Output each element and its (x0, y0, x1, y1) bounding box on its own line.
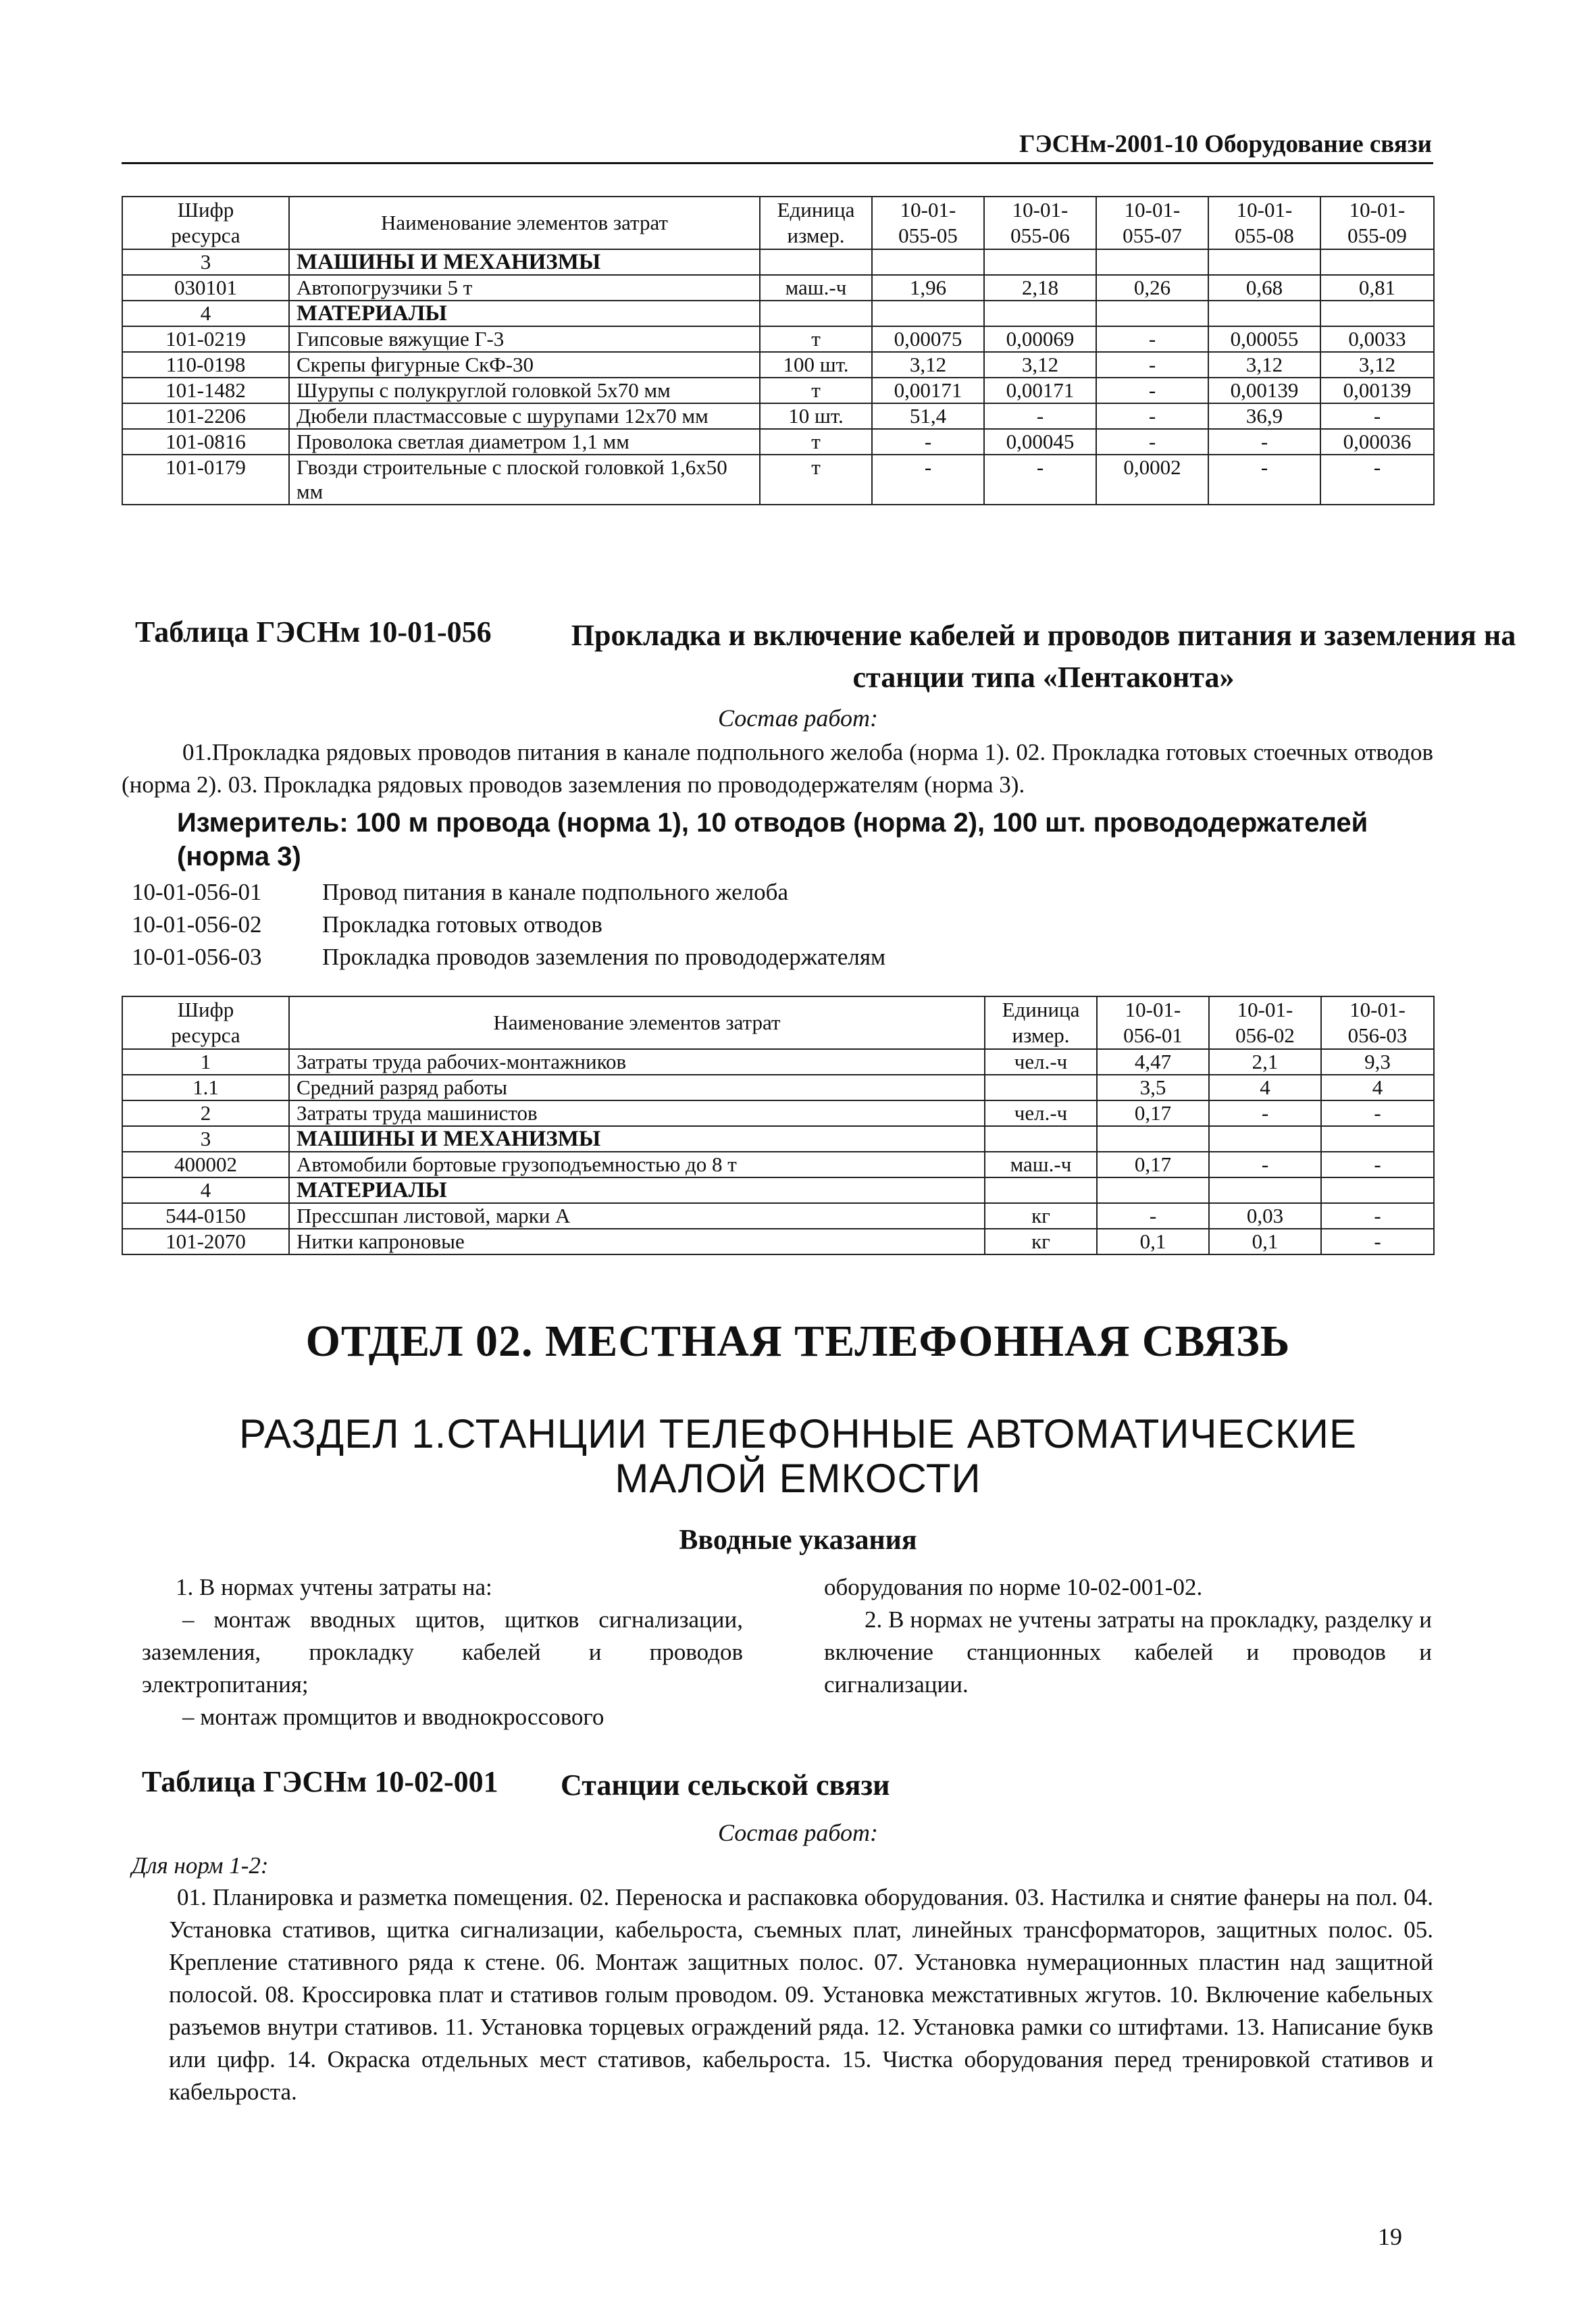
unit-cell: маш.-ч (985, 1152, 1097, 1177)
value-cell: 0,00075 (872, 326, 984, 352)
value-cell: 51,4 (872, 403, 984, 429)
header-cell (1096, 197, 1208, 249)
value-cell: - (872, 429, 984, 455)
header-cell (122, 197, 289, 249)
table-056-title (135, 615, 1553, 703)
header-text: 056-02 (1235, 1023, 1295, 1047)
intro-right-column (824, 1571, 1432, 1701)
value-cell (984, 249, 1096, 275)
name-cell: Автомобили бортовые грузоподъемностью до 8 т (289, 1152, 985, 1177)
table-row (122, 403, 1434, 429)
table-row (122, 1075, 1434, 1100)
value-cell: 0,03 (1209, 1203, 1321, 1229)
code-cell: 3 (122, 1126, 289, 1152)
value-cell (1096, 301, 1208, 326)
unit-cell (760, 301, 872, 326)
header-text: ресурса (171, 1023, 240, 1047)
value-cell: 4 (1209, 1075, 1321, 1100)
norm-text: Провод питания в канале подпольного желоба (322, 879, 789, 905)
header-text: Наименование элементов затрат (381, 211, 668, 234)
value-cell: - (872, 455, 984, 505)
code-cell: 4 (122, 301, 289, 326)
norm-text: Прокладка готовых отводов (322, 911, 602, 938)
header-text: 055-05 (898, 224, 958, 247)
value-cell: 0,00036 (1320, 429, 1434, 455)
unit-cell: 100 шт. (760, 352, 872, 378)
header-text: 055-09 (1347, 224, 1407, 247)
intro-left-p1: 1. В нормах учтены затраты на: (176, 1574, 492, 1600)
value-cell: 0,00069 (984, 326, 1096, 352)
header-text: 055-06 (1010, 224, 1070, 247)
name-cell: Гипсовые вяжущие Г-3 (289, 326, 760, 352)
table-row (122, 455, 1434, 505)
code-cell: 2 (122, 1100, 289, 1126)
header-text: Единица (777, 198, 855, 222)
code-cell: 101-0179 (122, 455, 289, 505)
name-cell: Средний разряд работы (289, 1075, 985, 1100)
value-cell: 9,3 (1321, 1049, 1434, 1075)
header-cell (1208, 197, 1320, 249)
table-row (122, 1100, 1434, 1126)
resource-table-056 (122, 996, 1435, 1255)
table-header-row (122, 197, 1434, 249)
section-row (122, 301, 1434, 326)
value-cell: 2,18 (984, 275, 1096, 301)
header-cell (1097, 996, 1209, 1049)
value-cell: 0,00139 (1208, 378, 1320, 403)
value-cell: - (1321, 1229, 1434, 1254)
value-cell: - (1209, 1152, 1321, 1177)
header-text: измер. (787, 224, 845, 247)
value-cell (1320, 249, 1434, 275)
value-cell (1208, 301, 1320, 326)
intro-right-p2: 2. В нормах не учтены затраты на прокладку, разделку и включение станционных кабелей и проводов и сигнализации. (824, 1606, 1432, 1698)
value-cell: 3,12 (1320, 352, 1434, 378)
code-cell: 030101 (122, 275, 289, 301)
code-cell: 1.1 (122, 1075, 289, 1100)
value-cell (1209, 1177, 1321, 1203)
header-text: ресурса (171, 224, 240, 247)
header-text: 055-07 (1123, 224, 1182, 247)
value-cell: 0,00171 (872, 378, 984, 403)
table-row (122, 378, 1434, 403)
norm-item (132, 876, 885, 909)
value-cell: - (1208, 455, 1320, 505)
table-02-001-title (142, 1764, 1493, 1805)
name-cell: Шурупы с полукруглой головкой 5х70 мм (289, 378, 760, 403)
value-cell (1097, 1126, 1209, 1152)
value-cell: 36,9 (1208, 403, 1320, 429)
header-text: 055-08 (1235, 224, 1294, 247)
norm-item (132, 941, 885, 973)
value-cell: 3,12 (872, 352, 984, 378)
value-cell: 3,12 (984, 352, 1096, 378)
code-cell: 101-0816 (122, 429, 289, 455)
name-cell: Скрепы фигурные СкФ-30 (289, 352, 760, 378)
header-cell (1320, 197, 1434, 249)
value-cell (1209, 1126, 1321, 1152)
norm-text: Прокладка проводов заземления по провододержателям (322, 944, 886, 970)
code-cell: 3 (122, 249, 289, 275)
value-cell: - (984, 455, 1096, 505)
header-text: Шифр (177, 198, 234, 222)
value-cell: - (1321, 1152, 1434, 1177)
value-cell: - (1321, 1100, 1434, 1126)
code-cell: 4 (122, 1177, 289, 1203)
header-text: 056-01 (1123, 1023, 1183, 1047)
value-cell (1321, 1126, 1434, 1152)
value-cell (1321, 1177, 1434, 1203)
unit-cell (985, 1177, 1097, 1203)
value-cell: 0,26 (1096, 275, 1208, 301)
value-cell (1208, 249, 1320, 275)
intro-left-p2: – монтаж вводных щитов, щитков сигнализации, заземления, прокладку кабелей и проводов электропитания; (142, 1606, 743, 1698)
section-name-cell: МАШИНЫ И МЕХАНИЗМЫ (289, 249, 760, 275)
name-cell: Дюбели пластмассовые с шурупами 12х70 мм (289, 403, 760, 429)
section-name-cell: МАТЕРИАЛЫ (289, 301, 760, 326)
value-cell: 3,5 (1097, 1075, 1209, 1100)
header-text: 10-01- (1124, 198, 1181, 222)
unit-cell: маш.-ч (760, 275, 872, 301)
value-cell: 4 (1321, 1075, 1434, 1100)
unit-cell: 10 шт. (760, 403, 872, 429)
composition-label: Состав работ: (718, 705, 878, 732)
value-cell: - (1096, 352, 1208, 378)
table-row (122, 1203, 1434, 1229)
name-cell: Проволока светлая диаметром 1,1 мм (289, 429, 760, 455)
code-cell: 101-1482 (122, 378, 289, 403)
value-cell: 0,1 (1209, 1229, 1321, 1254)
value-cell (1097, 1177, 1209, 1203)
norm-code: 10-01-056-02 (132, 911, 262, 938)
value-cell: - (1320, 455, 1434, 505)
header-text: 10-01- (1125, 998, 1181, 1021)
value-cell: - (1096, 403, 1208, 429)
composition-text: 01.Прокладка рядовых проводов питания в канале подпольного желоба (норма 1). 02. Прокладка готовых стоечных отводов (норма 2). 03. Прокладка рядовых проводов заземления по провододержателям (норма 3). (122, 739, 1433, 798)
table-row (122, 1229, 1434, 1254)
table-row (122, 1152, 1434, 1177)
value-cell (1320, 301, 1434, 326)
code-cell: 1 (122, 1049, 289, 1075)
header-cell (122, 996, 289, 1049)
name-cell: Прессшпан листовой, марки А (289, 1203, 985, 1229)
name-cell: Затраты труда рабочих-монтажников (289, 1049, 985, 1075)
value-cell: - (1208, 429, 1320, 455)
norm-item (132, 909, 885, 941)
intro-heading: Вводные указания (679, 1525, 917, 1556)
value-cell: - (1209, 1100, 1321, 1126)
header-text: 10-01- (1236, 198, 1293, 222)
value-cell: 0,00045 (984, 429, 1096, 455)
header-text: Наименование элементов затрат (493, 1011, 781, 1034)
intro-left-p3: – монтаж промщитов и вводнокроссового (182, 1704, 604, 1730)
header-text: Единица (1002, 998, 1080, 1021)
unit-cell (985, 1126, 1097, 1152)
unit-cell: т (760, 378, 872, 403)
name-cell: Затраты труда машинистов (289, 1100, 985, 1126)
code-cell: 544-0150 (122, 1203, 289, 1229)
header-cell (760, 197, 872, 249)
norms-label: Для норм 1-2: (132, 1852, 269, 1879)
table-row (122, 429, 1434, 455)
value-cell: 0,00055 (1208, 326, 1320, 352)
unit-cell (985, 1075, 1097, 1100)
value-cell: 0,68 (1208, 275, 1320, 301)
header-text: 056-03 (1347, 1023, 1408, 1047)
unit-cell: т (760, 326, 872, 352)
table-056-code: Таблица ГЭСНм 10-01-056 (135, 615, 492, 649)
section-heading-line2: МАЛОЙ ЕМКОСТИ (615, 1456, 981, 1501)
unit-cell: кг (985, 1229, 1097, 1254)
code-cell: 101-0219 (122, 326, 289, 352)
header-cell (985, 996, 1097, 1049)
value-cell: 0,00139 (1320, 378, 1434, 403)
header-text: Шифр (177, 998, 234, 1021)
norm-code: 10-01-056-03 (132, 944, 262, 970)
unit-cell: кг (985, 1203, 1097, 1229)
header-cell (872, 197, 984, 249)
header-text: 10-01- (1349, 998, 1406, 1021)
table-row (122, 1049, 1434, 1075)
value-cell: - (1321, 1203, 1434, 1229)
section-heading-line1: РАЗДЕЛ 1.СТАНЦИИ ТЕЛЕФОННЫЕ АВТОМАТИЧЕСКИЕ (239, 1411, 1357, 1456)
header-cell (1209, 996, 1321, 1049)
section-row (122, 1126, 1434, 1152)
composition-text-2: 01. Планировка и разметка помещения. 02. Переноска и распаковка оборудования. 03. Настилка и снятие фанеры на пол. 04. Установка стативов, щитка сигнализации, кабельроста, съемных плат, линейных трансформаторов, защитных полос. 05. Крепление стативного ряда к стене. 06. Монтаж защитных полос. 07. Установка нумерационных пластин над защитной полосой. 08. Кроссировка плат и стативов голым проводом. 09. Установка межстативных жгутов. 10. Включение кабельных разъемов внутри стативов. 11. Установка торцевых ограждений ряда. 12. Установка рамки со штифтами. 13. Написание букв или цифр. 14. Окраска отдельных мест стативов, кабельроста. 15. Чистка оборудования перед тренировкой стативов и кабельроста. (169, 1884, 1433, 2105)
value-cell: 0,00171 (984, 378, 1096, 403)
table-row (122, 352, 1434, 378)
code-cell: 101-2070 (122, 1229, 289, 1254)
norm-list (132, 876, 885, 973)
value-cell: 2,1 (1209, 1049, 1321, 1075)
value-cell: 0,0033 (1320, 326, 1434, 352)
header-cell (289, 996, 985, 1049)
table-row (122, 326, 1434, 352)
header-cell (289, 197, 760, 249)
value-cell: 0,1 (1097, 1229, 1209, 1254)
unit-cell: т (760, 455, 872, 505)
value-cell: - (1096, 429, 1208, 455)
name-cell: Автопогрузчики 5 т (289, 275, 760, 301)
value-cell: 4,47 (1097, 1049, 1209, 1075)
table-02-001-code: Таблица ГЭСНм 10-02-001 (142, 1765, 498, 1798)
value-cell (872, 301, 984, 326)
value-cell: - (1096, 378, 1208, 403)
measurer: Измеритель: 100 м провода (норма 1), 10 отводов (норма 2), 100 шт. провододержателей (норма 3) (177, 808, 1368, 871)
name-cell: Нитки капроновые (289, 1229, 985, 1254)
resource-table-055 (122, 196, 1435, 505)
running-header: ГЭСНм-2001-10 Оборудование связи (1019, 130, 1432, 158)
value-cell: 1,96 (872, 275, 984, 301)
section-row (122, 1177, 1434, 1203)
table-02-001-name: Станции сельской связи (561, 1769, 890, 1802)
value-cell: 0,0002 (1096, 455, 1208, 505)
value-cell (984, 301, 1096, 326)
header-text: 10-01- (1237, 998, 1293, 1021)
value-cell: 0,81 (1320, 275, 1434, 301)
intro-left-column (142, 1571, 743, 1733)
header-text: 10-01- (1012, 198, 1069, 222)
header-text: 10-01- (900, 198, 956, 222)
unit-cell (760, 249, 872, 275)
header-text: измер. (1012, 1023, 1070, 1047)
composition-label-2: Состав работ: (718, 1819, 878, 1846)
section-row (122, 249, 1434, 275)
value-cell: - (1097, 1203, 1209, 1229)
page-number: 19 (1378, 2223, 1402, 2250)
value-cell: - (1320, 403, 1434, 429)
value-cell: 0,17 (1097, 1152, 1209, 1177)
header-text: 10-01- (1349, 198, 1406, 222)
header-cell (984, 197, 1096, 249)
header-rule (122, 162, 1433, 164)
unit-cell: чел.-ч (985, 1049, 1097, 1075)
department-heading: ОТДЕЛ 02. МЕСТНАЯ ТЕЛЕФОННАЯ СВЯЗЬ (305, 1317, 1291, 1366)
table-056-name: Прокладка и включение кабелей и проводов питания и заземления на станции типа «Пентаконта» (571, 619, 1516, 694)
header-cell (1321, 996, 1434, 1049)
value-cell: - (984, 403, 1096, 429)
name-cell: Гвозди строительные с плоской головкой 1,6х50 мм (289, 455, 760, 505)
value-cell (872, 249, 984, 275)
value-cell (1096, 249, 1208, 275)
code-cell: 400002 (122, 1152, 289, 1177)
value-cell: - (1096, 326, 1208, 352)
table-header-row (122, 996, 1434, 1049)
unit-cell: чел.-ч (985, 1100, 1097, 1126)
unit-cell: т (760, 429, 872, 455)
code-cell: 101-2206 (122, 403, 289, 429)
section-name-cell: МАШИНЫ И МЕХАНИЗМЫ (289, 1126, 985, 1152)
value-cell: 3,12 (1208, 352, 1320, 378)
table-row (122, 275, 1434, 301)
intro-right-p1: оборудования по норме 10-02-001-02. (824, 1574, 1203, 1600)
section-name-cell: МАТЕРИАЛЫ (289, 1177, 985, 1203)
value-cell: 0,17 (1097, 1100, 1209, 1126)
norm-code: 10-01-056-01 (132, 879, 262, 905)
code-cell: 110-0198 (122, 352, 289, 378)
